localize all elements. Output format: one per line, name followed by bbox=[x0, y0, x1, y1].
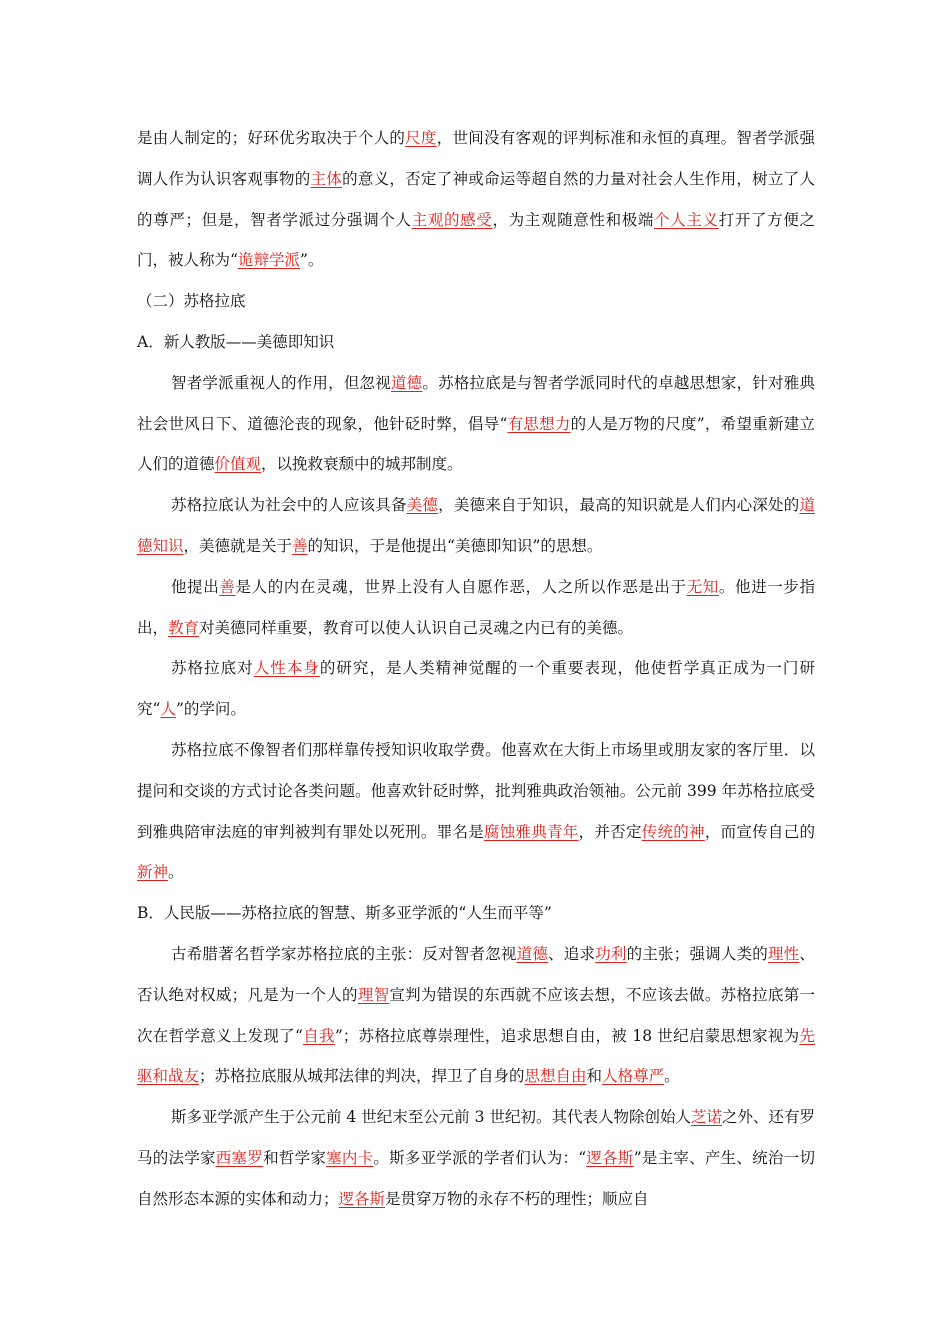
text-run: B．人民版——苏格拉底的智慧、斯多亚学派的“人生而平等” bbox=[137, 904, 552, 923]
text-run: （二）苏格拉底 bbox=[137, 292, 246, 311]
highlighted-term: 逻各斯 bbox=[338, 1189, 386, 1208]
highlighted-term: 腐蚀雅典青年 bbox=[484, 822, 579, 841]
text-run: ，并否定 bbox=[578, 822, 642, 841]
text-run: ；苏格拉底服从城邦法律的判决，捍卫了自身的 bbox=[199, 1067, 525, 1086]
highlighted-term: 个人主义 bbox=[654, 210, 719, 229]
body-paragraph bbox=[137, 363, 815, 485]
text-run: 斯多亚学派产生于公元前 4 世纪末至公元前 3 世纪初。其代表人物除创始人 bbox=[171, 1108, 691, 1127]
text-run: 。 bbox=[664, 1067, 680, 1086]
text-run: 和 bbox=[586, 1067, 603, 1086]
highlighted-term: 塞内卡 bbox=[326, 1148, 374, 1167]
text-run: 和哲学家 bbox=[263, 1148, 327, 1167]
text-run: ，美德就是关于 bbox=[183, 536, 293, 555]
highlighted-term: 人 bbox=[160, 700, 176, 719]
highlighted-term: 道德知识 bbox=[137, 496, 815, 555]
highlighted-term: 功利 bbox=[595, 944, 627, 963]
section-heading bbox=[137, 322, 815, 363]
text-run: ，以挽救衰颓中的城邦制度。 bbox=[261, 455, 463, 474]
text-run: 是人的内在灵魂，世界上没有人自愿作恶，人之所以作恶是出于 bbox=[235, 577, 687, 596]
text-run: 古希腊著名哲学家苏格拉底的主张：反对智者忽视 bbox=[171, 944, 517, 963]
highlighted-term: 道德 bbox=[390, 373, 423, 392]
body-paragraph bbox=[137, 1097, 815, 1219]
section-heading bbox=[137, 893, 815, 934]
section-heading bbox=[137, 281, 815, 322]
highlighted-term: 善 bbox=[219, 577, 236, 596]
highlighted-term: 教育 bbox=[168, 618, 200, 637]
highlighted-term: 芝诺 bbox=[690, 1108, 722, 1127]
body-paragraph bbox=[137, 118, 815, 281]
text-run: 是贯穿万物的永存不朽的理性；顺应自 bbox=[385, 1189, 649, 1208]
highlighted-term: 思想自由 bbox=[524, 1067, 587, 1086]
text-run: 的主张；强调人类的 bbox=[626, 944, 768, 963]
highlighted-term: 人格尊严 bbox=[602, 1067, 665, 1086]
text-run: 的人是万物的尺度”，希望重新建立人们的道德 bbox=[137, 414, 815, 474]
text-run: A．新人教版——美德即知识 bbox=[137, 332, 335, 351]
text-run: 、否认绝对权威；凡是为一个人的 bbox=[137, 944, 815, 1004]
highlighted-term: 自我 bbox=[302, 1026, 335, 1045]
text-run: 打开了方便之门，被人称为“ bbox=[137, 210, 815, 270]
text-run: 、追求 bbox=[548, 944, 596, 963]
text-run: ”的学问。 bbox=[175, 700, 246, 719]
highlighted-term: 逻各斯 bbox=[586, 1148, 634, 1167]
text-run: 。他进一步指出， bbox=[137, 577, 815, 637]
text-run: 的意义，否定了神或命运等超自然的力量对社会人生作用，树立了人的尊严；但是，智者学派过分强调个人 bbox=[137, 169, 815, 229]
text-run: 。斯多亚学派的学者们认为：“ bbox=[373, 1148, 587, 1167]
highlighted-term: 先驱和战友 bbox=[137, 1026, 815, 1086]
highlighted-term: 道德 bbox=[516, 944, 549, 963]
text-run: 智者学派重视人的作用，但忽视 bbox=[171, 373, 391, 392]
text-run: 苏格拉底不像智者们那样靠传授知识收取学费。他喜欢在大街上市场里或朋友家的客厅里．以提问和交谈的方式讨论各类问题。他喜欢针砭时弊，批判雅典政治领袖。公元前 399 年苏格拉底受到雅典陪审法庭的审判被判有罪处以死刑。罪名是 bbox=[137, 740, 815, 841]
text-run: ，美德来自于知识，最高的知识就是人们内心深处的 bbox=[438, 496, 800, 515]
text-run: 。苏格拉底是与智者学派同时代的卓越思想家，针对雅典社会世风日下、道德沦丧的现象，他针砭时弊，倡导“ bbox=[137, 373, 815, 433]
document-page bbox=[137, 118, 815, 1220]
text-run: 苏格拉底对 bbox=[171, 659, 254, 678]
highlighted-term: 诡辩学派 bbox=[237, 251, 300, 270]
highlighted-term: 人性本身 bbox=[253, 659, 320, 678]
text-run: 他提出 bbox=[171, 577, 220, 596]
body-paragraph bbox=[137, 567, 815, 649]
highlighted-term: 善 bbox=[292, 536, 308, 555]
highlighted-term: 理性 bbox=[768, 944, 800, 963]
text-run: ”是主宰、产生、统治一切自然形态本源的实体和动力； bbox=[137, 1148, 815, 1208]
highlighted-term: 有思想力 bbox=[507, 414, 571, 433]
text-run: 苏格拉底认为社会中的人应该具备 bbox=[171, 496, 407, 515]
highlighted-term: 无知 bbox=[686, 577, 719, 596]
text-run: 宣判为错误的东西就不应该去想，不应该去做。苏格拉底第一次在哲学意义上发现了“ bbox=[137, 985, 815, 1045]
highlighted-term: 传统的神 bbox=[641, 822, 705, 841]
highlighted-term: 尺度 bbox=[405, 129, 437, 147]
text-run: ，为主观随意性和极端 bbox=[492, 210, 655, 229]
body-paragraph bbox=[137, 730, 815, 893]
highlighted-term: 价值观 bbox=[214, 455, 262, 474]
text-run: 的研究，是人类精神觉醒的一个重要表现，他使哲学真正成为一门研究“ bbox=[137, 659, 815, 719]
highlighted-term: 主体 bbox=[310, 169, 343, 188]
highlighted-term: 主观的感受 bbox=[411, 210, 493, 229]
text-run: 对美德同样重要，教育可以使人认识自己灵魂之内已有的美德。 bbox=[199, 618, 634, 637]
text-run: ”。 bbox=[299, 251, 324, 270]
highlighted-term: 理智 bbox=[357, 985, 390, 1004]
highlighted-term: 新神 bbox=[137, 863, 169, 882]
text-run: ”；苏格拉底尊崇理性，追求思想自由，被 18 世纪启蒙思想家视为 bbox=[334, 1026, 800, 1045]
text-run: 之外、还有罗马的法学家 bbox=[137, 1108, 815, 1167]
highlighted-term: 西塞罗 bbox=[215, 1148, 264, 1167]
body-paragraph bbox=[137, 934, 815, 1097]
text-run: ，世间没有客观的评判标准和永恒的真理。智者学派强调人作为认识客观事物的 bbox=[137, 129, 815, 188]
body-paragraph bbox=[137, 648, 815, 730]
text-run: ，而宣传自己的 bbox=[704, 822, 815, 841]
text-run: 的知识，于是他提出“美德即知识”的思想。 bbox=[307, 536, 603, 555]
text-run: 是由人制定的；好环优劣取决于个人的 bbox=[137, 129, 406, 147]
text-run: 。 bbox=[168, 863, 184, 882]
highlighted-term: 美德 bbox=[406, 496, 439, 515]
body-paragraph bbox=[137, 485, 815, 567]
